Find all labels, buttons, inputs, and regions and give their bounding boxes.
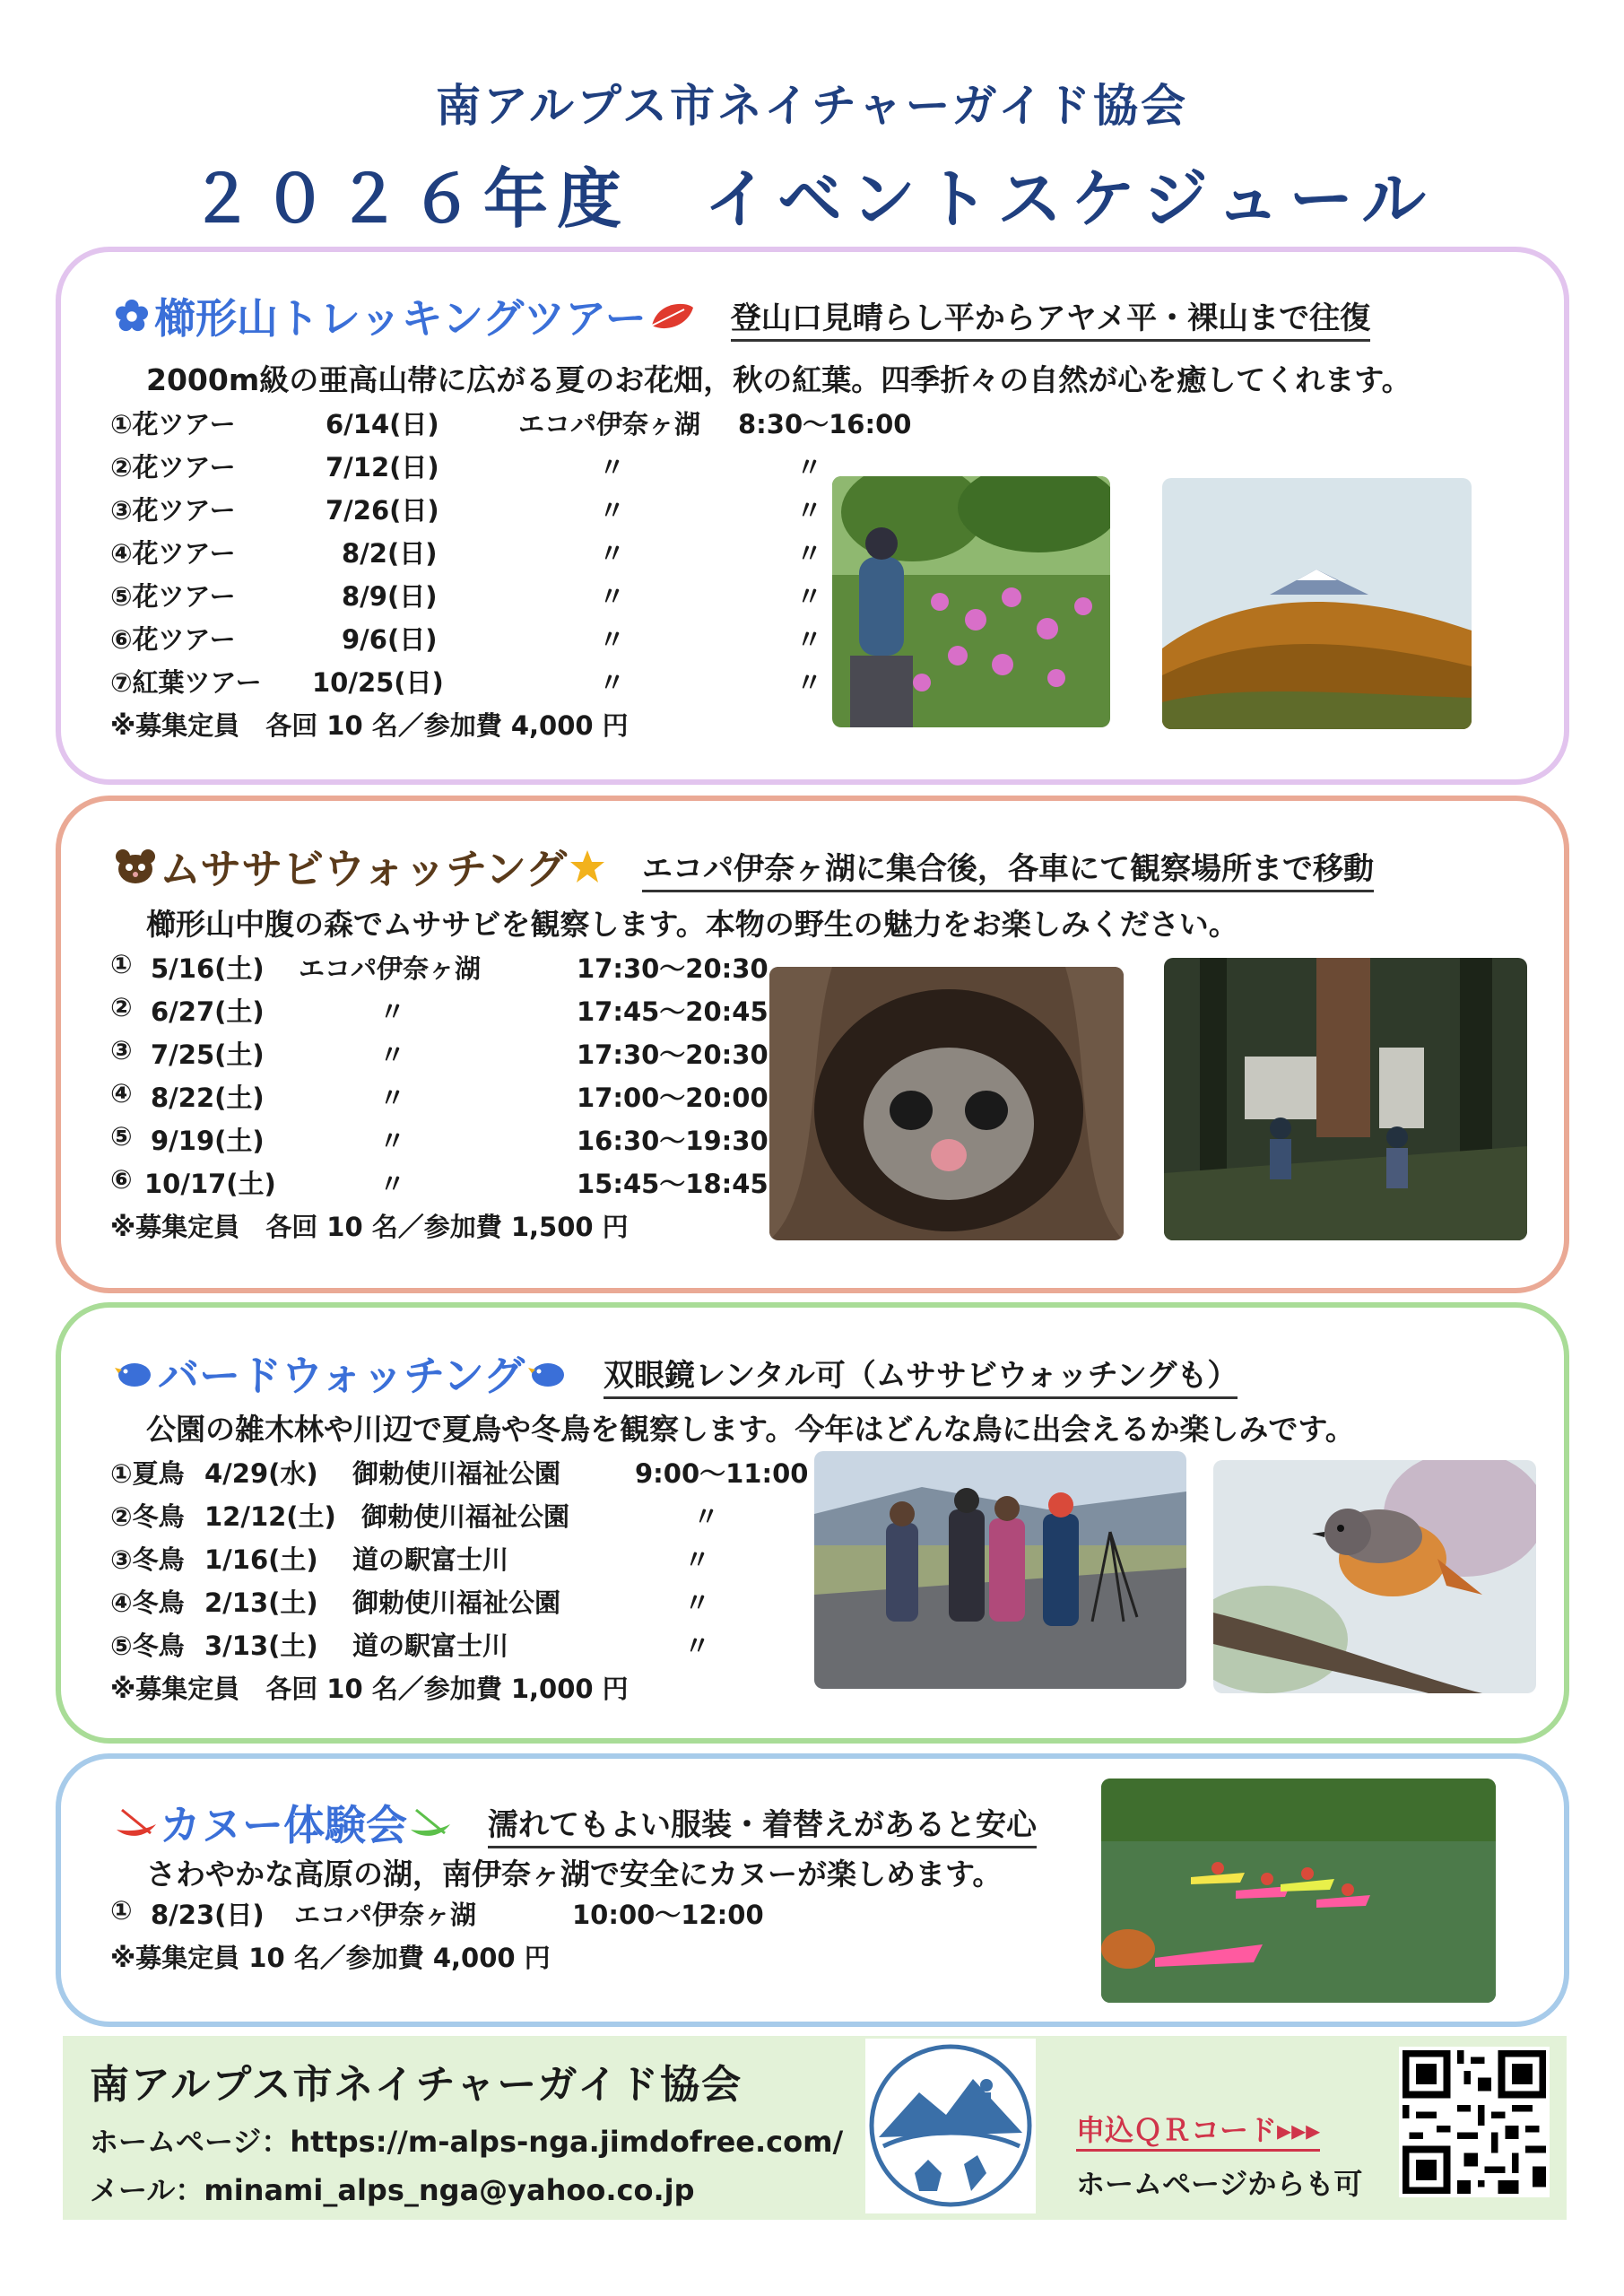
bird-section (56, 1302, 1569, 1744)
musasabi-note: ※募集定員 各回 10 名／参加費 1,500 円 (110, 1212, 629, 1242)
leaf-icon (648, 299, 695, 333)
schedule-row: ⑤花ツアー 8/9(日) 〃 〃 (110, 581, 823, 612)
schedule-row: ④ 8/22(土) 〃 17:00～20:00 (110, 1078, 769, 1113)
trekking-description: 2000m級の亜高山帯に広がる夏のお花畑，秋の紅葉。四季折々の自然が心を癒してくれます。 (146, 362, 1411, 397)
schedule-row: ②冬鳥 12/12(土) 御勅使川福祉公園 〃 (110, 1501, 720, 1532)
redstart-bird-photo (1213, 1460, 1536, 1693)
trekking-note: ※募集定員 各回 10 名／参加費 4,000 円 (110, 710, 629, 741)
canoe-subtitle: 濡れてもよい服装・着替えがあると安心 (488, 1800, 1037, 1848)
canoe-title: カヌー体験会 (160, 1801, 407, 1849)
association-logo-icon (865, 2039, 1036, 2213)
bird-note: ※募集定員 各回 10 名／参加費 1,000 円 (110, 1674, 629, 1704)
trekking-subtitle: 登山口見晴らし平からアヤメ平・裸山まで往復 (731, 293, 1370, 342)
bird-subtitle: 双眼鏡レンタル可（ムササビウォッチングも） (604, 1351, 1238, 1399)
organization-name: 南アルプス市ネイチャーガイド協会 (436, 80, 1188, 132)
musasabi-subtitle: エコパ伊奈ヶ湖に集合後，各車にて観察場所まで移動 (642, 844, 1374, 892)
schedule-row: ⑥ 10/17(土) 〃 15:45～18:45 (110, 1164, 769, 1199)
page-header (0, 70, 1624, 240)
schedule-row: ③ 7/25(土) 〃 17:30～20:30 (110, 1035, 769, 1070)
flying-squirrel-icon (115, 848, 156, 884)
footer-contact (63, 2036, 1567, 2220)
email-address[interactable]: メール：minami_alps_nga@yahoo.co.jp (90, 2173, 695, 2207)
schedule-row: ④花ツアー 8/2(日) 〃 〃 (110, 538, 823, 569)
schedule-row: ⑤ 9/19(土) 〃 16:30～19:30 (110, 1121, 769, 1156)
canoe-section (56, 1753, 1569, 2027)
trekking-heading (115, 286, 1370, 345)
schedule-row: ⑦紅葉ツアー 10/25(日) 〃 〃 (110, 667, 823, 698)
canoe-schedule (110, 1895, 764, 1981)
canoe-icon (409, 1806, 452, 1839)
musasabi-title: ムササビウォッチング (160, 845, 568, 893)
footer-organization-name: 南アルプス市ネイチャーガイド協会 (90, 2062, 743, 2108)
qr-code-note: ホームページからも可 (1076, 2167, 1363, 2201)
schedule-row: ④冬鳥 2/13(土) 御勅使川福祉公園 〃 (110, 1587, 711, 1618)
schedule-row: ③花ツアー 7/26(日) 〃 〃 (110, 495, 823, 526)
schedule-row: ③冬鳥 1/16(土) 道の駅富士川 〃 (110, 1544, 711, 1575)
qr-code-label: 申込ＱＲコード▸▸▸ (1076, 2108, 1320, 2152)
schedule-row: ① 5/16(土) エコパ伊奈ヶ湖 17:30～20:30 (110, 949, 769, 984)
night-forest-photo (1164, 958, 1527, 1240)
trekking-title: 櫛形山トレッキングツアー (154, 294, 647, 343)
trekking-section (56, 247, 1569, 785)
canoe-lake-photo (1101, 1779, 1496, 2003)
schedule-row: ①夏鳥 4/29(水) 御勅使川福祉公園 9:00～11:00 (110, 1458, 809, 1489)
bird-icon (528, 1357, 568, 1389)
schedule-row: ②花ツアー 7/12(日) 〃 〃 (110, 452, 823, 483)
bird-title: バードウォッチング (158, 1352, 525, 1400)
bird-description: 公園の雑木林や川辺で夏鳥や冬鳥を観察します。今年はどんな鳥に出会えるか楽しみです。 (146, 1412, 1355, 1447)
canoe-heading (115, 1793, 1037, 1852)
schedule-row: ①花ツアー 6/14(日) エコパ伊奈ヶ湖 8:30～16:00 (110, 409, 912, 439)
homepage-url[interactable]: ホームページ：https://m-alps-nga.jimdofree.com/ (90, 2125, 844, 2159)
musasabi-description: 櫛形山中腹の森でムササビを観察します。本物の野生の魅力をお楽しみください。 (146, 907, 1238, 942)
trekking-schedule (110, 404, 912, 749)
musasabi-heading (115, 837, 1374, 896)
canoe-description: さわやかな高原の湖，南伊奈ヶ湖で安全にカヌーが楽しめます。 (146, 1857, 1003, 1892)
schedule-row: ⑥花ツアー 9/6(日) 〃 〃 (110, 624, 823, 655)
bird-icon (115, 1357, 154, 1389)
flying-squirrel-photo (769, 967, 1124, 1240)
musasabi-schedule (110, 949, 769, 1250)
canoe-icon (115, 1806, 158, 1839)
schedule-row: ① 8/23(日) エコパ伊奈ヶ湖 10:00～12:00 (110, 1895, 764, 1930)
flower-icon (115, 299, 149, 333)
star-icon (569, 848, 606, 884)
musasabi-section (56, 796, 1569, 1293)
birdwatchers-photo (814, 1451, 1186, 1689)
schedule-row: ② 6/27(土) 〃 17:45～20:45 (110, 992, 769, 1027)
autumn-mountain-photo (1162, 478, 1472, 729)
flower-field-photo (832, 476, 1110, 727)
page-title: ２０２６年度 イベントスケジュール (189, 161, 1435, 237)
schedule-row: ⑤冬鳥 3/13(土) 道の駅富士川 〃 (110, 1631, 711, 1661)
qr-code-icon[interactable] (1399, 2047, 1550, 2197)
canoe-note: ※募集定員 10 名／参加費 4,000 円 (110, 1943, 551, 1973)
bird-schedule (110, 1454, 809, 1712)
bird-heading (115, 1344, 1238, 1403)
